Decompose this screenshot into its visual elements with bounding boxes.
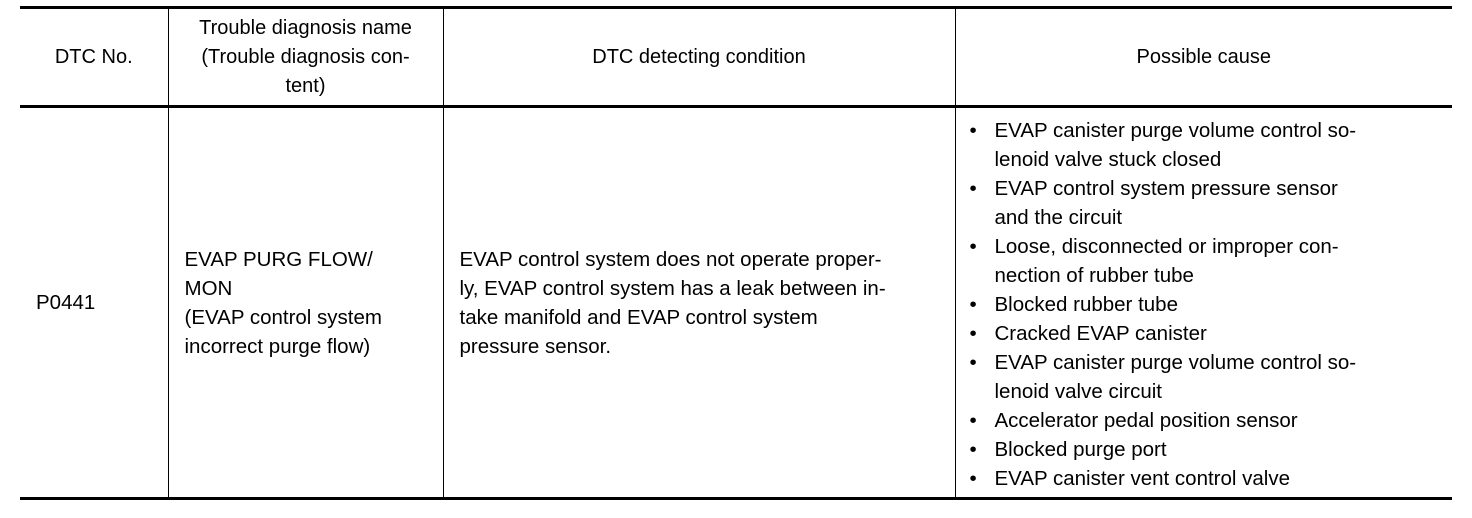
possible-cause-cell	[955, 107, 1452, 499]
cause-list-item	[970, 348, 1433, 406]
bullet-icon: •	[969, 177, 977, 200]
cause-line: lenoid valve stuck closed	[994, 148, 1222, 171]
trouble-diagnosis-name-cell	[168, 107, 443, 499]
cause-line: nection of rubber tube	[994, 264, 1194, 287]
bullet-icon: •	[969, 322, 977, 345]
header-possible-cause: Possible cause	[955, 8, 1452, 107]
cause-line: EVAP control system pressure sensor	[994, 177, 1338, 200]
name-line: EVAP PURG FLOW/	[184, 247, 373, 271]
dtc-code-cell: P0441	[20, 107, 168, 499]
bullet-icon: •	[969, 235, 977, 258]
cause-list-item	[970, 232, 1433, 290]
bullet-icon: •	[969, 467, 977, 490]
table-row	[20, 107, 1452, 499]
dtc-table	[20, 6, 1452, 500]
name-line: (EVAP control system	[184, 305, 382, 329]
bullet-icon: •	[969, 409, 977, 432]
cause-line: lenoid valve circuit	[994, 380, 1162, 403]
cause-line: EVAP canister purge volume control so-	[994, 351, 1357, 374]
cause-list-item	[970, 464, 1433, 493]
bullet-icon: •	[969, 293, 977, 316]
cause-line: Blocked rubber tube	[994, 293, 1178, 316]
table-body	[20, 107, 1452, 499]
cause-list-item	[970, 406, 1433, 435]
condition-line: ly, EVAP control system has a leak between in-	[459, 276, 886, 300]
detecting-condition-cell	[443, 107, 955, 499]
cause-line: Loose, disconnected or improper con-	[994, 235, 1339, 258]
cause-line: Cracked EVAP canister	[994, 322, 1207, 345]
header-name-line: Trouble diagnosis name	[199, 16, 412, 39]
header-name-line: tent)	[285, 74, 326, 97]
cause-line: and the circuit	[994, 206, 1123, 229]
condition-line: pressure sensor.	[459, 334, 612, 358]
cause-list-item	[970, 435, 1433, 464]
header-dtc-no: DTC No.	[20, 8, 168, 107]
cause-line: Accelerator pedal position sensor	[994, 409, 1298, 432]
header-detecting-condition: DTC detecting condition	[443, 8, 955, 107]
header-name-line: (Trouble diagnosis con-	[201, 45, 410, 68]
cause-list-item	[970, 319, 1433, 348]
condition-line: take manifold and EVAP control system	[459, 305, 818, 329]
header-row	[20, 8, 1452, 107]
table-header	[20, 8, 1452, 107]
cause-list-item	[970, 116, 1433, 174]
cause-line: Blocked purge port	[994, 438, 1167, 461]
cause-line: EVAP canister purge volume control so-	[994, 119, 1357, 142]
cause-line: EVAP canister vent control valve	[994, 467, 1290, 490]
possible-cause-list	[970, 116, 1433, 493]
cause-list-item	[970, 174, 1433, 232]
bullet-icon: •	[969, 438, 977, 461]
bullet-icon: •	[969, 119, 977, 142]
name-line: incorrect purge flow)	[184, 334, 371, 358]
bullet-icon: •	[969, 351, 977, 374]
header-trouble-diagnosis-name	[168, 8, 443, 107]
name-line: MON	[184, 276, 233, 300]
condition-line: EVAP control system does not operate proper-	[459, 247, 882, 271]
cause-list-item	[970, 290, 1433, 319]
